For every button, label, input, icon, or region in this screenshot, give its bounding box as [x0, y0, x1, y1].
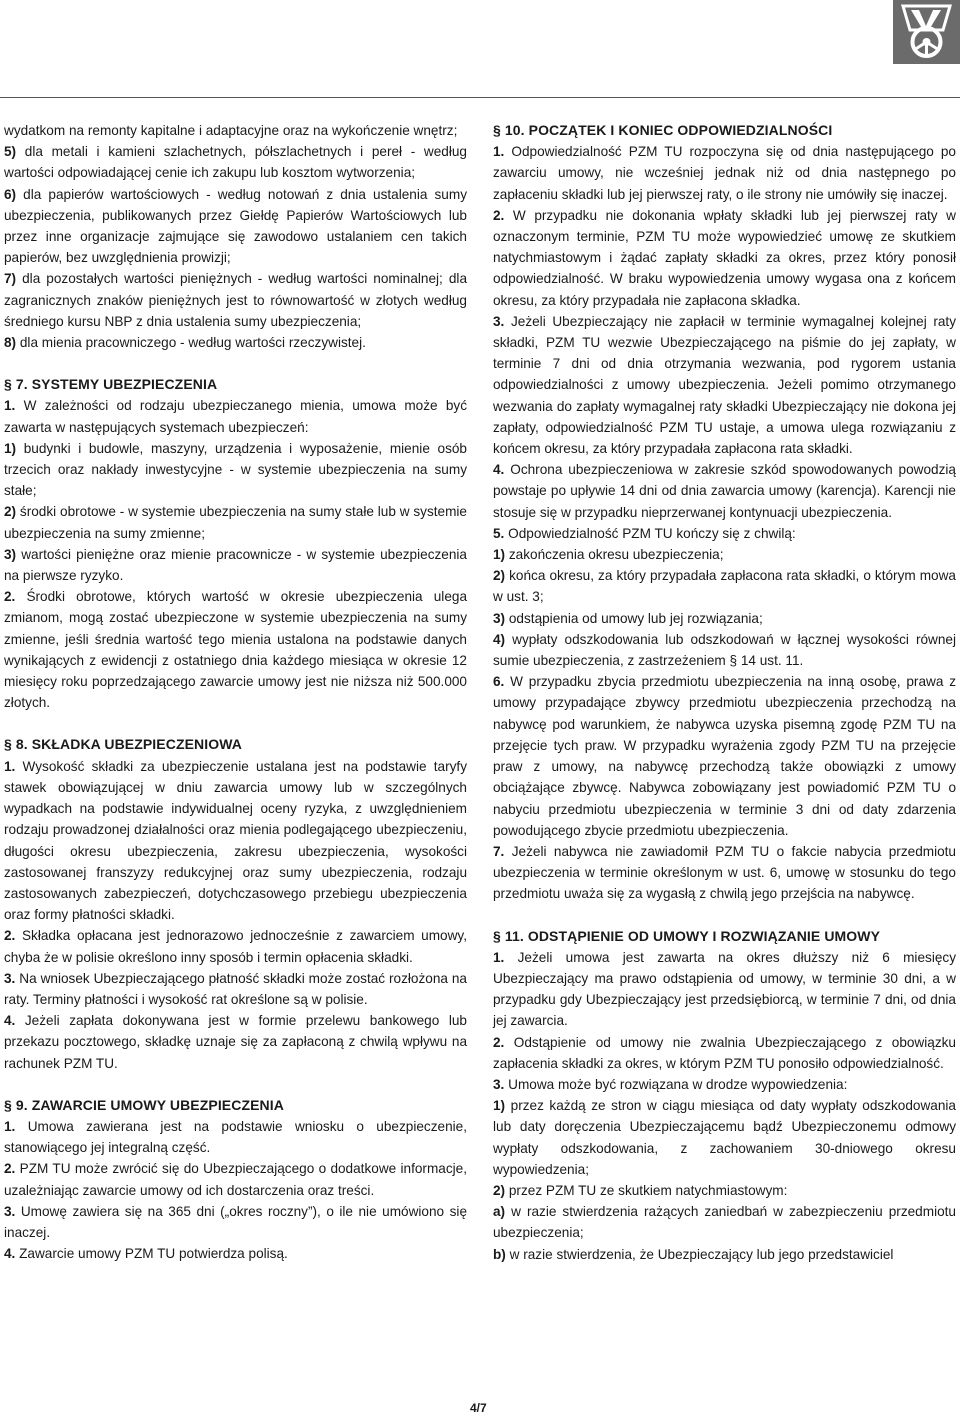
section-spacer	[4, 1074, 467, 1095]
paragraph-text: Jeżeli zapłata dokonywana jest w formie przelewu bankowego lub przekazu pocztowego, składkę uznaje się za zapłaconą z chwilą wpływu na rachunek PZM TU.	[4, 1013, 467, 1071]
item-number: 1.	[4, 1118, 16, 1134]
section-heading: § 10. POCZĄTEK I KONIEC ODPOWIEDZIALNOŚCI	[493, 122, 833, 138]
paragraph-text: Zawarcie umowy PZM TU potwierdza polisą.	[15, 1246, 288, 1262]
item-number: 1.	[4, 398, 16, 414]
paragraph-text: przez PZM TU ze skutkiem natychmiastowym:	[505, 1182, 788, 1198]
paragraph-text: dla metali i kamieni szlachetnych, półszlachetnych i pereł - według wartości odpowiadającej cenie ich zakupu lub kosztom wytworzenia;	[4, 144, 467, 181]
paragraph-text: przez każdą ze stron w ciągu miesiąca od daty wypłaty odszkodowania lub daty doręczenia Ubezpieczającemu bądź Ubezpieczonemu odmowy wypłaty odszkodowania, z zachowaniem 30-dniowego okresu wypowiedzenia;	[493, 1098, 956, 1177]
paragraph	[4, 756, 467, 926]
section-spacer	[4, 713, 467, 734]
paragraph-text: dla mienia pracowniczego - według wartości rzeczywistej.	[16, 335, 366, 351]
item-number: a)	[493, 1204, 506, 1220]
paragraph	[4, 586, 467, 713]
item-number: 2.	[4, 589, 16, 605]
paragraph-text: Umowa może być rozwiązana w drodze wypowiedzenia:	[504, 1076, 848, 1092]
item-number: 2.	[493, 1034, 505, 1050]
item-number: 2)	[493, 1182, 506, 1198]
paragraph	[4, 501, 467, 543]
item-number: 3.	[4, 970, 16, 986]
item-number: 6.	[493, 674, 505, 690]
paragraph-text: Jeżeli umowa jest zawarta na okres dłuższy niż 6 miesięcy Ubezpieczający ma prawo odstąpienia od umowy, w terminie 30 dni, a w przypadku gdy Ubezpieczający jest przedsiębiorcą, w terminie 7 dni, od dnia jej zawarcia.	[493, 949, 956, 1029]
paragraph	[493, 1244, 956, 1265]
item-number: 1.	[4, 758, 16, 774]
paragraph-text: budynki i budowle, maszyny, urządzenia i wyposażenie, mienie osób trzecich oraz nakłady inwestycyjne - w systemie ubezpieczenia na sumy stałe;	[4, 440, 467, 499]
section-spacer	[493, 905, 956, 926]
paragraph	[4, 1201, 467, 1243]
paragraph-text: Składka opłacana jest jednorazowo jednocześnie z zawarciem umowy, chyba że w polisie określono inny sposób i termin opłacenia składki.	[4, 928, 467, 965]
item-number: 3.	[493, 1076, 505, 1092]
item-number: 7.	[493, 843, 505, 859]
paragraph-text: W zależności od rodzaju ubezpieczanego mienia, umowa może być zawarta w następujących systemach ubezpieczeń:	[4, 398, 467, 435]
paragraph	[4, 544, 467, 586]
left-column	[4, 120, 467, 1264]
item-number: 1.	[493, 144, 505, 160]
item-number: 3.	[4, 1203, 16, 1219]
paragraph-text: Umowa zawierana jest na podstawie wniosku o ubezpieczenie, stanowiącego jej integralną część.	[4, 1118, 467, 1156]
paragraph-text: Odstąpienie od umowy nie zwalnia Ubezpieczającego z obowiązku zapłacenia składki za okres, w którym PZM TU ponosiło odpowiedzialność.	[493, 1034, 956, 1071]
paragraph	[493, 1201, 956, 1243]
section-spacer	[4, 353, 467, 374]
paragraph-text: Jeżeli nabywca nie zawiadomił PZM TU o fakcie nabycia przedmiotu ubezpieczenia w terminie określonym w ust. 6, umowę w stosunku do tego przedmiotu uważa się za wygasłą z chwilą jego przejścia na nabywcę.	[493, 843, 956, 902]
item-number: 3)	[4, 546, 17, 562]
section-heading: § 7. SYSTEMY UBEZPIECZENIA	[4, 376, 218, 393]
item-number: 2.	[4, 928, 16, 944]
paragraph	[493, 841, 956, 905]
paragraph-text: w razie stwierdzenia rażących zaniedbań w zabezpieczeniu przedmiotu ubezpieczenia;	[493, 1204, 956, 1241]
paragraph-text: dla papierów wartościowych - według notowań z dnia ustalenia sumy ubezpieczenia, publikowanych przez Giełdę Papierów Wartościowych lub przez inne organizacje zajmujące się zawodowo ustalaniem cen takich papierów, bez uwzględnienia prowizji;	[4, 186, 467, 266]
paragraph	[493, 141, 956, 205]
item-number: 7)	[4, 271, 17, 287]
paragraph-text: wydatkom na remonty kapitalne i adaptacyjne oraz na wykończenie wnętrz;	[4, 123, 458, 138]
header-rule	[0, 97, 960, 98]
item-number: 5)	[4, 144, 17, 160]
paragraph	[4, 1116, 467, 1158]
paragraph	[4, 1010, 467, 1074]
paragraph	[493, 629, 956, 671]
paragraph	[493, 1095, 956, 1180]
paragraph	[4, 332, 467, 353]
paragraph	[493, 565, 956, 607]
item-number: 2)	[4, 504, 17, 520]
paragraph-text: Na wniosek Ubezpieczającego płatność składki może zostać rozłożona na raty. Terminy płatności i wysokość rat określone są w polisie.	[4, 970, 467, 1007]
item-number: 4.	[4, 1246, 16, 1262]
right-column	[493, 120, 956, 1265]
paragraph	[4, 1243, 467, 1264]
item-number: 6)	[4, 186, 17, 202]
item-number: 8)	[4, 335, 17, 351]
item-number: 3)	[493, 610, 506, 626]
section-heading: § 11. ODSTĄPIENIE OD UMOWY I ROZWIĄZANIE UMOWY	[493, 927, 881, 944]
paragraph-text: w razie stwierdzenia, że Ubezpieczający lub jego przedstawiciel	[505, 1246, 894, 1262]
paragraph	[493, 608, 956, 629]
paragraph-text: PZM TU może zwrócić się do Ubezpieczającego o dodatkowe informacje, uzależniając zawarcie umowy od ich dostarczenia oraz treści.	[4, 1161, 467, 1198]
paragraph	[4, 438, 467, 502]
paragraph	[4, 1158, 467, 1200]
paragraph-text: Jeżeli Ubezpieczający nie zapłacił w terminie wymagalnej kolejnej raty składki, PZM TU wezwie Ubezpieczającego na piśmie do jej zapłaty, w terminie 7 dni od dnia otrzymania wezwania, pod rygorem ustania odpowiedzialności z umowy ubezpieczenia. Jeżeli pomimo otrzymanego wezwania do zapłaty wymagalnej raty składki Ubezpieczający nie dokona jej zapłaty, odpowiedzialność PZM TU ustaje, a umowa ulega rozwiązaniu z końcem okresu, za który przypadała zapłacona rata składki.	[493, 313, 956, 457]
paragraph	[493, 1074, 956, 1095]
paragraph	[493, 947, 956, 1032]
item-number: 4)	[493, 631, 506, 647]
item-number: 4.	[4, 1013, 16, 1029]
item-number: 1)	[4, 440, 17, 456]
item-number: 4.	[493, 462, 505, 478]
paragraph-text: Wysokość składki za ubezpieczenie ustalana jest na podstawie taryfy stawek obowiązującej w dniu zawarcia umowy lub w szczególnych wypadkach na podstawie indywidualnej oceny ryzyka, z uwzględnieniem rodzaju prowadzonej działalności oraz mienia podlegającego ubezpieczeniu, długości okresu ubezpieczenia, zakresu ubezpieczenia, wysokości zastosowanej franszyzy redukcyjnej oraz sumy ubezpieczenia, rodzaju zastosowanych zabezpieczeń, dotychczasowego przebiegu ubezpieczenia oraz formy płatności składki.	[4, 758, 467, 923]
paragraph-text: Odpowiedzialność PZM TU kończy się z chwilą:	[504, 525, 796, 541]
paragraph	[4, 925, 467, 967]
paragraph	[4, 268, 467, 332]
paragraph	[493, 523, 956, 544]
paragraph-text: Odpowiedzialność PZM TU rozpoczyna się od dnia następującego po zawarciu umowy, nie wcześniej jednak niż od dnia następnego po zapłaceniu składki lub jej pierwszej raty, o ile strony nie umówiły się inaczej.	[493, 144, 956, 202]
logo-emblem-icon	[893, 0, 960, 64]
paragraph-text: odstąpienia od umowy lub jej rozwiązania;	[505, 610, 763, 626]
item-number: b)	[493, 1246, 506, 1262]
paragraph	[493, 459, 956, 523]
paragraph	[4, 141, 467, 183]
paragraph-text: wartości pieniężne oraz mienie pracownicze - w systemie ubezpieczenia na pierwsze ryzyko.	[4, 546, 467, 584]
paragraph	[493, 1032, 956, 1074]
paragraph-text: Środki obrotowe, których wartość w okresie ubezpieczenia ulega zmianom, mogą zostać ubezpieczone w systemie ubezpieczenia na sumy zmienne, jeśli średnia wartość tego mienia ustalona na podstawie danych wynikających z ewidencji z ostatniego dnia każdego miesiąca w okresie 12 miesięcy roku poprzedzającego zawarcie umowy jest nie niższa niż 500.000 złotych.	[4, 589, 467, 711]
item-number: 1)	[493, 1098, 506, 1114]
paragraph	[4, 968, 467, 1010]
paragraph	[493, 671, 956, 841]
item-number: 2)	[493, 568, 506, 584]
paragraph	[493, 311, 956, 459]
paragraph	[4, 184, 467, 269]
paragraph-text: Ochrona ubezpieczeniowa w zakresie szkód spowodowanych powodzią powstaje po upływie 14 dni od dnia zawarcia umowy (karencja). Karencji nie stosuje się w przypadku nieprzerwanej kontynuacji ubezpieczenia.	[493, 462, 956, 520]
item-number: 2.	[493, 207, 505, 223]
paragraph-text: zakończenia okresu ubezpieczenia;	[505, 547, 724, 563]
item-number: 2.	[4, 1161, 16, 1177]
company-logo	[893, 0, 960, 64]
section-heading: § 9. ZAWARCIE UMOWY UBEZPIECZENIA	[4, 1096, 284, 1113]
paragraph	[4, 120, 467, 141]
paragraph-text: środki obrotowe - w systemie ubezpieczenia na sumy stałe lub w systemie ubezpieczenia na sumy zmienne;	[4, 504, 467, 541]
paragraph-text: W przypadku zbycia przedmiotu ubezpieczenia na inną osobę, prawa z umowy przypadające zbywcy przedmiotu ubezpieczenia przechodzą na nabywcę pod warunkiem, że nabywca uzyska pisemną zgodę PZM TU na przejęcie tych praw. W przypadku wyrażenia zgody PZM TU na przejęcie praw z umowy, na nabywcę przechodzą także obowiązki z umowy obciążające zbywcę. Nabywca zobowiązany jest powiadomić PZM TU o nabyciu przedmiotu ubezpieczenia w terminie 3 dni od daty zdarzenia powodującego zbycie przedmiotu ubezpieczenia.	[493, 674, 956, 838]
item-number: 1.	[493, 949, 505, 965]
paragraph	[493, 205, 956, 311]
paragraph-text: wypłaty odszkodowania lub odszkodowań w łącznej wysokości równej sumie ubezpieczenia, z zastrzeżeniem § 14 ust. 11.	[493, 631, 956, 669]
paragraph	[4, 395, 467, 437]
item-number: 3.	[493, 313, 505, 329]
paragraph-text: Umowę zawiera się na 365 dni („okres roczny”), o ile nie umówiono się inaczej.	[4, 1203, 467, 1240]
item-number: 5.	[493, 525, 505, 541]
paragraph	[493, 1180, 956, 1201]
paragraph	[493, 544, 956, 565]
page-number: 4/7	[470, 1401, 487, 1415]
item-number: 1)	[493, 547, 506, 563]
section-heading: § 8. SKŁADKA UBEZPIECZENIOWA	[4, 736, 242, 753]
paragraph-text: dla pozostałych wartości pieniężnych - według wartości nominalnej; dla zagranicznych znaków pieniężnych jest to równowartość w złotych według średniego kursu NBP z dnia ustalenia sumy ubezpieczenia;	[4, 271, 467, 329]
paragraph-text: końca okresu, za który przypadała zapłacona rata składki, o którym mowa w ust. 3;	[493, 568, 956, 605]
paragraph-text: W przypadku nie dokonania wpłaty składki lub jej pierwszej raty w oznaczonym terminie, PZM TU może wypowiedzieć umowę ze skutkiem natychmiastowym i żądać zapłaty składki za okres, przez który ponosił odpowiedzialność. W braku wypowiedzenia umowy wygasa ona z końcem okresu, za który przypadała nie zapłacona składka.	[493, 207, 956, 308]
